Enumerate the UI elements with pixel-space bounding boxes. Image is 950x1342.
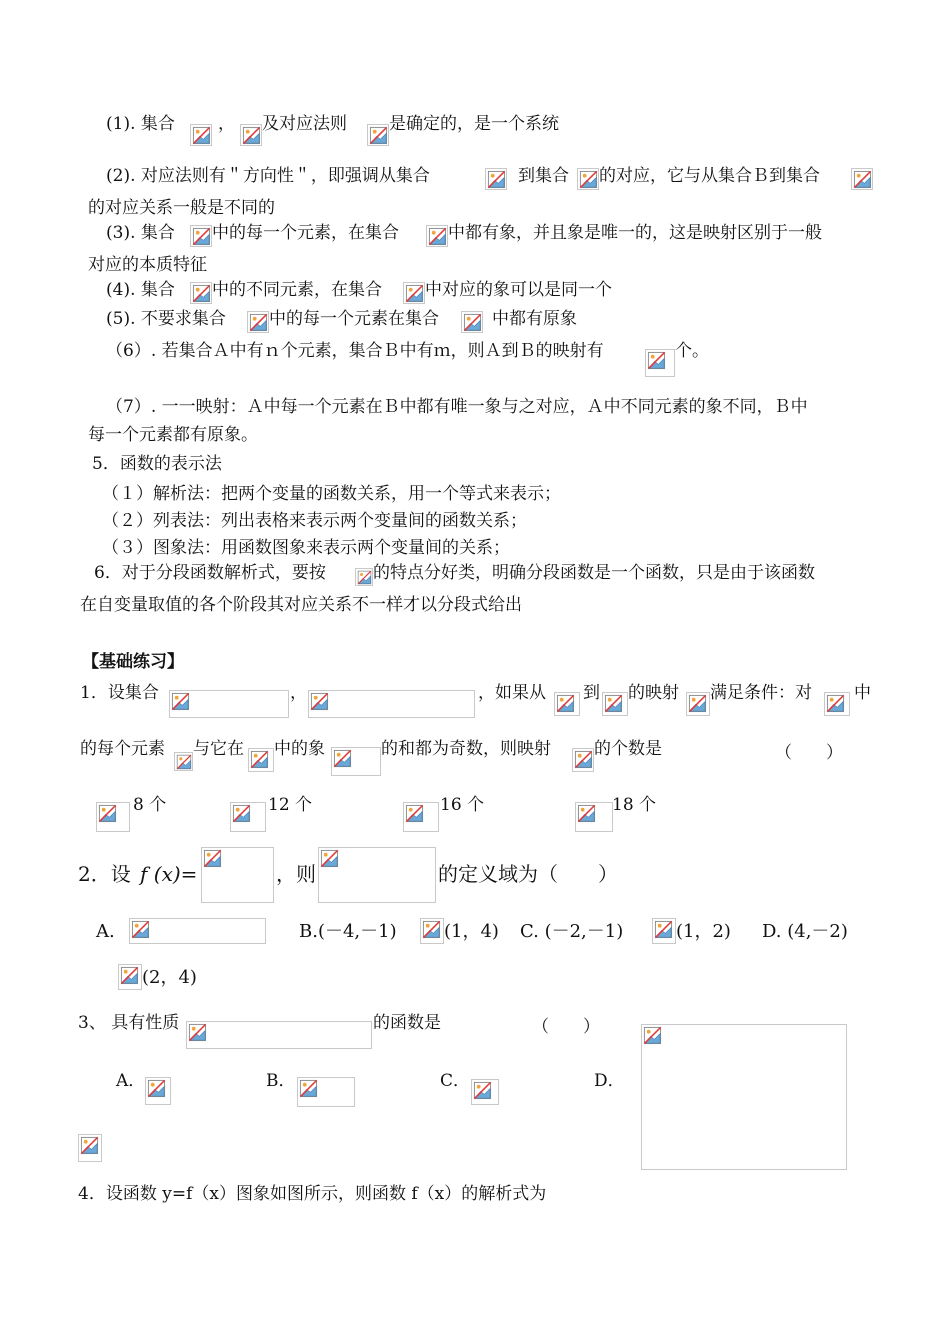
image-placeholder (190, 225, 212, 247)
q2-text-b: ，则 (276, 862, 316, 886)
image-placeholder (129, 918, 266, 944)
line-1-d: 是确定的，是一个系统 (389, 114, 559, 134)
q4-text: 4．设函数 y=f（x）图象如图所示，则函数 f（x）的解析式为 (78, 1184, 547, 1204)
image-placeholder (572, 748, 594, 772)
broken-image-icon (357, 570, 372, 585)
broken-image-icon (647, 351, 666, 370)
broken-image-icon (604, 694, 623, 713)
broken-image-icon (369, 126, 388, 145)
image-placeholder (145, 1077, 171, 1105)
line-7-b: 每一个元素都有原象。 (88, 425, 258, 445)
exercise-heading: 【基础练习】 (82, 652, 184, 672)
image-placeholder (190, 282, 212, 304)
broken-image-icon (579, 170, 598, 189)
image-placeholder (248, 748, 274, 772)
image-placeholder (577, 168, 599, 190)
image-placeholder (652, 918, 676, 944)
broken-image-icon (299, 1079, 318, 1098)
broken-image-icon (192, 284, 211, 303)
image-placeholder (645, 349, 675, 377)
section-6-c: 在自变量取值的各个阶段其对应关系不一样才以分段式给出 (80, 595, 522, 615)
broken-image-icon (473, 1081, 492, 1100)
q1-text-i: 与它在 (193, 739, 244, 759)
q2-option-d-2: (2，4) (142, 967, 197, 988)
q2-option-d: D. (4,－2) (762, 921, 848, 942)
option-a-image (96, 802, 130, 832)
broken-image-icon (577, 804, 596, 823)
image-placeholder (297, 1077, 355, 1107)
image-placeholder (186, 1021, 372, 1049)
q2-fx: f (x)= (140, 862, 198, 886)
q1-text-j: 中的象 (274, 739, 325, 759)
line-3-d: 对应的本质特征 (88, 255, 207, 275)
image-placeholder (331, 747, 381, 776)
q1-text-h: 的每个元素 (80, 739, 165, 759)
broken-image-icon (80, 1136, 99, 1155)
graph-figure (641, 1024, 847, 1170)
section-5-title: 5．函数的表示法 (92, 454, 222, 474)
image-placeholder (355, 568, 373, 586)
line-2-c: 的对应，它与从集合Ｂ到集合 (599, 166, 820, 186)
q2-option-c-2: (1，2) (676, 921, 731, 942)
q1-text-b: ， (290, 683, 307, 703)
broken-image-icon (120, 966, 139, 985)
q1-option-1: 8 个 (133, 795, 167, 815)
section-5-item-3: （３）图象法：用函数图象来表示两个变量间的关系； (102, 538, 510, 558)
broken-image-icon (405, 804, 424, 823)
line-3-a: (3). 集合 (106, 223, 175, 243)
line-2-b: 到集合 (518, 166, 569, 186)
q3-option-a-label: A． (116, 1071, 146, 1091)
q1-text-c: ，如果从 (478, 683, 546, 703)
broken-image-icon (574, 750, 593, 769)
image-placeholder (247, 311, 269, 333)
line-3-b: 中的每一个元素，在集合 (212, 223, 399, 243)
line-2-d: 的对应关系一般是不同的 (88, 198, 275, 218)
line-5-b: 中的每一个元素在集合 (269, 309, 439, 329)
image-placeholder (686, 692, 710, 716)
q3-option-c-label: C． (440, 1071, 471, 1091)
broken-image-icon (176, 754, 192, 770)
line-1-b: ， (218, 114, 235, 134)
q3-text-b: 的函数是 (373, 1013, 441, 1033)
broken-image-icon (250, 750, 269, 769)
image-placeholder (78, 1134, 102, 1162)
line-3-c: 中都有象，并且象是唯一的，这是映射区别于一般 (448, 223, 822, 243)
broken-image-icon (463, 313, 482, 332)
line-6-a: （6）. 若集合Ａ中有ｎ个元素，集合Ｂ中有ｍ，则Ａ到Ｂ的映射有 (106, 341, 604, 361)
q1-text-g: 中 (854, 683, 871, 703)
image-placeholder (403, 282, 425, 304)
image-placeholder (367, 124, 389, 146)
broken-image-icon (487, 170, 506, 189)
line-2-a: (2). 对应法则有＂方向性＂，即强调从集合 (106, 166, 430, 186)
section-5-item-1: （１）解析法：把两个变量的函数关系，用一个等式来表示； (102, 484, 561, 504)
q1-answer-paren: （ ） (775, 743, 843, 763)
broken-image-icon (188, 1023, 207, 1042)
broken-image-icon (643, 1026, 662, 1045)
q2-option-b: B.(－4,－1) (299, 921, 397, 942)
image-placeholder (240, 124, 262, 146)
broken-image-icon (320, 849, 339, 868)
image-placeholder (554, 692, 580, 716)
image-placeholder (190, 124, 212, 146)
broken-image-icon (556, 694, 575, 713)
image-placeholder (169, 690, 289, 718)
broken-image-icon (853, 170, 872, 189)
line-1-c: 及对应法则 (262, 114, 347, 134)
q3-text-a: 3、 具有性质 (78, 1013, 180, 1033)
broken-image-icon (249, 313, 268, 332)
q3-option-b-label: B． (266, 1071, 296, 1091)
broken-image-icon (192, 227, 211, 246)
q2-text-c: 的定义域为（ ） (438, 862, 618, 886)
line-4-c: 中对应的象可以是同一个 (425, 280, 612, 300)
q1-option-3: 16 个 (440, 795, 485, 815)
image-placeholder (851, 168, 873, 190)
q3-option-d-label: D． (594, 1071, 625, 1091)
section-6-a: 6．对于分段函数解析式，要按 (94, 563, 326, 583)
option-b-image (230, 802, 266, 832)
image-placeholder (461, 311, 483, 333)
broken-image-icon (405, 284, 424, 303)
q2-option-a-label: A. (96, 921, 115, 942)
image-placeholder (471, 1079, 499, 1105)
image-placeholder (602, 692, 628, 716)
q2-option-b-2: (1，4) (444, 921, 499, 942)
q1-text-d: 到 (583, 683, 600, 703)
line-1-a: (1). 集合 (106, 114, 175, 134)
image-placeholder (118, 964, 142, 990)
broken-image-icon (171, 692, 190, 711)
broken-image-icon (203, 849, 222, 868)
line-5-a: (5). 不要求集合 (106, 309, 226, 329)
q2-option-c: C. (－2,－1) (520, 921, 624, 942)
broken-image-icon (147, 1079, 166, 1098)
option-d-image (575, 802, 613, 832)
q1-text-l: 的个数是 (594, 739, 662, 759)
broken-image-icon (654, 920, 673, 939)
broken-image-icon (688, 694, 707, 713)
image-placeholder (201, 847, 274, 903)
image-placeholder (824, 692, 850, 716)
image-placeholder (420, 918, 444, 944)
image-placeholder (174, 752, 193, 771)
broken-image-icon (192, 126, 211, 145)
line-4-a: (4). 集合 (106, 280, 175, 300)
q1-text-f: 满足条件：对 (710, 683, 812, 703)
section-5-item-2: （２）列表法：列出表格来表示两个变量间的函数关系； (102, 511, 527, 531)
broken-image-icon (98, 804, 117, 823)
image-placeholder (308, 690, 475, 718)
line-6-b: 个。 (675, 341, 709, 361)
q2-text-a: 2．设 (78, 862, 131, 886)
broken-image-icon (310, 692, 329, 711)
q1-text-a: 1．设集合 (80, 683, 159, 703)
section-6-b: 的特点分好类，明确分段函数是一个函数，只是由于该函数 (373, 563, 815, 583)
broken-image-icon (428, 227, 447, 246)
q1-text-k: 的和都为奇数，则映射 (381, 739, 551, 759)
line-5-c: 中都有原象 (492, 309, 577, 329)
q1-option-2: 12 个 (268, 795, 313, 815)
broken-image-icon (131, 920, 150, 939)
broken-image-icon (242, 126, 261, 145)
line-4-b: 中的不同元素，在集合 (212, 280, 382, 300)
q1-text-e: 的映射 (628, 683, 679, 703)
image-placeholder (485, 168, 507, 190)
option-c-image (403, 802, 439, 832)
broken-image-icon (826, 694, 845, 713)
broken-image-icon (333, 749, 352, 768)
q3-answer-paren: （ ） (532, 1017, 600, 1037)
image-placeholder (426, 225, 448, 247)
q1-option-4: 18 个 (612, 795, 657, 815)
broken-image-icon (232, 804, 251, 823)
line-7-a: （7）. 一一映射：Ａ中每一个元素在Ｂ中都有唯一象与之对应，Ａ中不同元素的象不同，Ｂ中 (106, 397, 808, 417)
broken-image-icon (422, 920, 441, 939)
image-placeholder (318, 847, 436, 903)
